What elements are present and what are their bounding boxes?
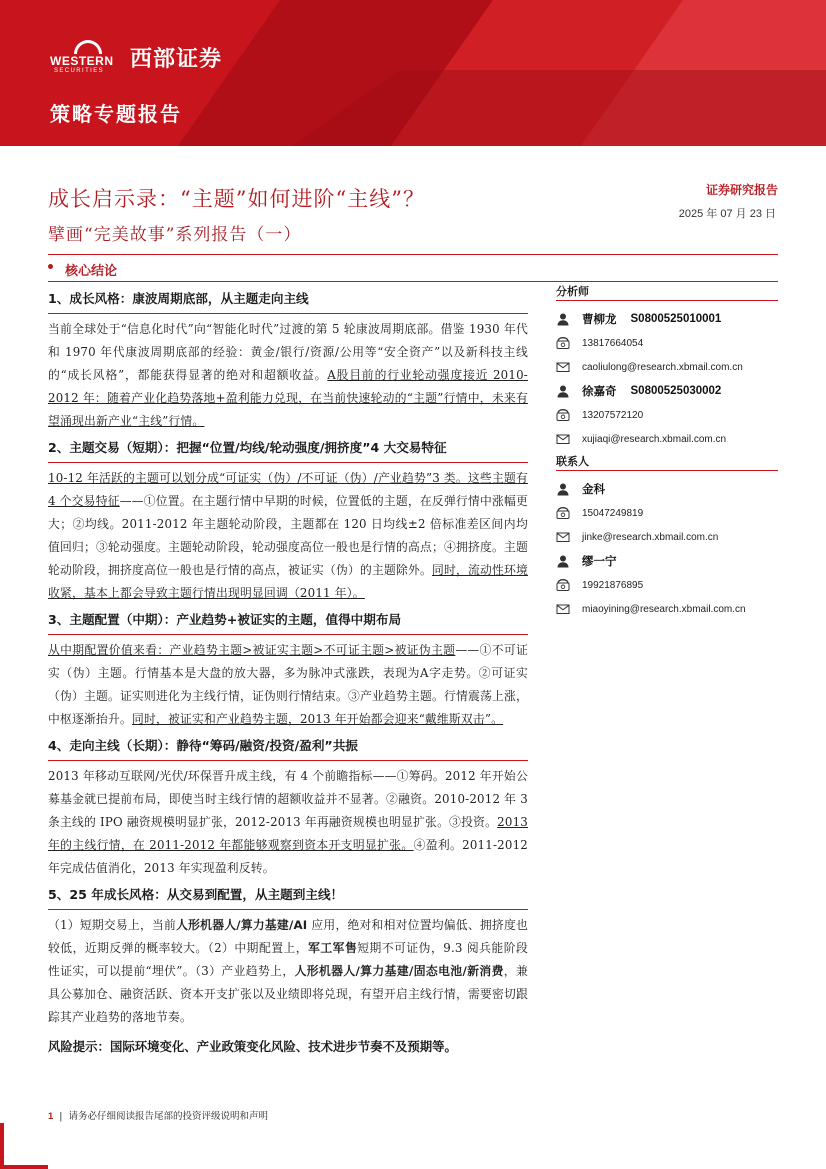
contact-name: 缪一宁	[582, 554, 617, 568]
phone-icon	[556, 336, 570, 350]
email-icon	[556, 530, 570, 544]
author-sidebar	[556, 283, 778, 621]
header-banner	[0, 0, 826, 146]
section-paragraph: 当前全球处于“信息化时代”向“智能化时代”过渡的第 5 轮康波周期底部。借鉴 1930 年代和 1970 年代康波周期底部的经验：黄金/银行/资源/公用等“安全资产”以及新科技主线的“成长风格”，都能获得显著的绝对和超额收益。A股目前的行业轮动强度接近 2010-2012 年：随着产业化趋势落地+盈利能力兑现，在当前快速轮动的“主题”行情中，未来有望涌现出新产业“主线”行情。	[48, 322, 528, 428]
analyst-license: S0800525030002	[630, 385, 722, 397]
section-heading: 2、主题交易（短期）：把握“位置/均线/轮动强度/拥挤度”4 大交易特征	[48, 440, 447, 455]
core-conclusion-label: 核心结论	[65, 264, 118, 279]
corner-accent-bottom	[0, 1165, 48, 1169]
report-title: 成长启示录：“主题”如何进阶“主线”？	[48, 187, 425, 211]
section-divider	[48, 313, 528, 314]
contact-phone: 15047249819	[582, 507, 644, 519]
contact-email[interactable]: jinke@research.xbmail.com.cn	[582, 531, 719, 543]
person-icon	[556, 482, 570, 496]
main-content	[48, 284, 528, 1055]
section-paragraph: 2013 年移动互联网/光伏/环保晋升成主线，有 4 个前瞻指标——①筹码。2012 年开始公募基金就已提前布局，即使当时主线行情的超额收益并不显著。②融资。2010-2012 年 3 条主线的 IPO 融资规模明显扩张，2012-2013 年再融资规模也明显扩张。③投资。2013 年的主线行情，在 2011-2012 年都能够观察到资本开支明显扩张。④盈利。2011-2012 年完成估值消化，2013 年实现盈利反转。	[48, 769, 528, 875]
report-subtitle: 擘画“完美故事”系列报告（一）	[48, 225, 302, 245]
company-logo	[50, 38, 222, 76]
report-date: 2025 年 07 月 23 日	[678, 208, 776, 220]
contact-email[interactable]: miaoyining@research.xbmail.com.cn	[582, 603, 746, 615]
analyst-name: 徐嘉奇	[582, 384, 617, 398]
email-icon	[556, 360, 570, 374]
analyst-phone: 13817664054	[582, 337, 644, 349]
section-divider	[48, 909, 528, 910]
risk-warning: 风险提示：国际环境变化、产业政策变化风险、技术进步节奏不及预期等。	[48, 1039, 457, 1054]
person-icon	[556, 312, 570, 326]
bull-horn-icon	[74, 40, 102, 54]
section-divider	[48, 462, 528, 463]
section-divider	[48, 634, 528, 635]
contact-card	[556, 549, 778, 621]
phone-icon	[556, 408, 570, 422]
page-footer	[48, 1108, 268, 1122]
email-icon	[556, 602, 570, 616]
section-heading: 5、25 年成长风格：从交易到配置，从主题到主线！	[48, 887, 344, 902]
logo-chinese: 西部证券	[130, 46, 223, 72]
phone-icon	[556, 506, 570, 520]
person-icon	[556, 554, 570, 568]
contact-phone: 19921876895	[582, 579, 644, 591]
section-heading: 3、主题配置（中期）：产业趋势+被证实的主题，值得中期布局	[48, 612, 402, 627]
analyst-card	[556, 307, 778, 379]
person-icon	[556, 384, 570, 398]
report-category: 证券研究报告	[705, 183, 778, 197]
logo-english-sub: SECURITIES	[54, 68, 105, 74]
logo-english: WESTERN	[50, 54, 114, 68]
core-conclusion-bar	[48, 254, 778, 282]
contact-name: 金科	[582, 482, 605, 496]
phone-icon	[556, 578, 570, 592]
analyst-email[interactable]: caoliulong@research.xbmail.com.cn	[582, 361, 743, 373]
section-heading: 4、走向主线（长期）：静待“筹码/融资/投资/盈利”共振	[48, 738, 358, 753]
report-type: 策略专题报告	[50, 102, 182, 126]
section-paragraph: （1）短期交易上，当前人形机器人/算力基建/AI 应用，绝对和相对位置均偏低、拥挤度也较低，近期反弹的概率较大。（2）中期配置上，军工军售短期不可证伪，9.3 阅兵能阶段性证实，可以提前“埋伏”。（3）产业趋势上，人形机器人/算力基建/固态电池/新消费，兼具公募加仓、融资活跃、资本开支扩张以及业绩即将兑现，有望开启主线行情，需要密切跟踪其产业趋势的落地节奏。	[48, 918, 528, 1024]
analyst-email[interactable]: xujiaqi@research.xbmail.com.cn	[582, 433, 727, 445]
logo-mark	[50, 38, 126, 76]
bullet-icon	[48, 264, 53, 269]
footer-separator: |	[59, 1111, 63, 1122]
analysts-heading: 分析师	[556, 283, 778, 301]
analyst-license: S0800525010001	[630, 313, 722, 325]
section-paragraph: 10-12 年活跃的主题可以划分成“可证实（伪）/不可证（伪）/产业趋势”3 类。这些主题有 4 个交易特征——①位置。在主题行情中早期的时候，位置低的主题，在反弹行情中涨幅更大；②均线。2011-2012 年主题轮动阶段，主题都在 120 日均线±2 倍标准差区间内均值回归；③轮动强度。主题轮动阶段，轮动强度高位一般也是行情的高点；④拥挤度。主题轮动阶段，拥挤度高位一般也是行情的高点，被证实（伪）的主题除外。同时，流动性环境收紧，基本上都会导致主题行情出现明显回调（2011 年）。	[48, 471, 528, 600]
analyst-name: 曹柳龙	[582, 312, 617, 326]
corner-accent	[0, 1123, 10, 1169]
analyst-phone: 13207572120	[582, 409, 644, 421]
section-heading: 1、成长风格：康波周期底部，从主题走向主线	[48, 291, 309, 306]
email-icon	[556, 432, 570, 446]
contact-card	[556, 477, 778, 549]
contacts-heading: 联系人	[556, 453, 778, 471]
section-paragraph: 从中期配置价值来看：产业趋势主题>被证实主题>不可证主题>被证伪主题——①不可证实（伪）主题。行情基本是大盘的放大器，多为脉冲式涨跌，表现为A字走势。②可证实（伪）主题。证实则进化为主线行情，证伪则行情结束。③产业趋势主题。行情震荡上涨，中枢逐渐抬升。同时，被证实和产业趋势主题，2013 年开始都会迎来“戴维斯双击”。	[48, 643, 528, 726]
page-number: 1	[48, 1111, 54, 1122]
footer-disclaimer: 请务必仔细阅读报告尾部的投资评级说明和声明	[68, 1111, 269, 1122]
analyst-card	[556, 379, 778, 451]
section-divider	[48, 760, 528, 761]
